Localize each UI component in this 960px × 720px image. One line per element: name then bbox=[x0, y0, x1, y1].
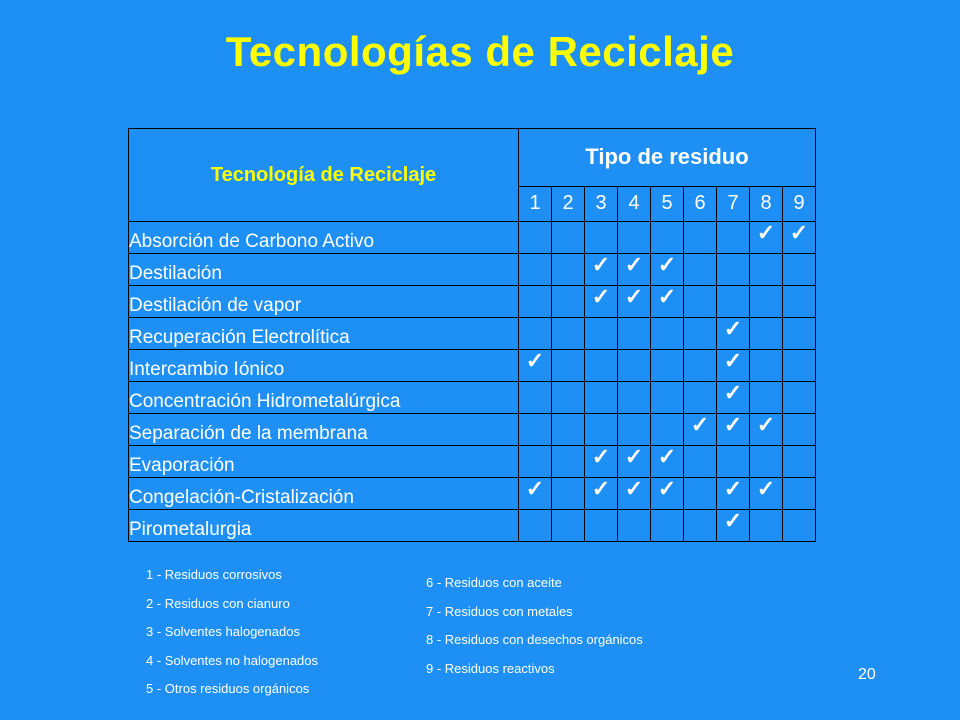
table-cell bbox=[519, 382, 552, 414]
checkmark-icon: ✓ bbox=[525, 348, 545, 373]
table-cell bbox=[552, 350, 585, 382]
table-cell bbox=[717, 414, 750, 446]
table-cell bbox=[585, 414, 618, 446]
technology-name: Concentración Hidrometalúrgica bbox=[129, 382, 519, 414]
technology-name: Separación de la membrana bbox=[129, 414, 519, 446]
table-cell bbox=[552, 254, 585, 286]
table-cell bbox=[750, 478, 783, 510]
table-cell bbox=[717, 222, 750, 254]
table-cell bbox=[783, 446, 816, 478]
table-cell bbox=[684, 414, 717, 446]
table-cell bbox=[717, 382, 750, 414]
legend-item: 2 - Residuos con cianuro bbox=[146, 595, 290, 611]
table-cell bbox=[750, 350, 783, 382]
checkmark-icon: ✓ bbox=[591, 476, 611, 501]
table-cell bbox=[783, 478, 816, 510]
table-cell bbox=[717, 350, 750, 382]
table-cell bbox=[618, 254, 651, 286]
checkmark-icon: ✓ bbox=[624, 284, 644, 309]
recycling-technology-table bbox=[128, 128, 816, 542]
checkmark-icon: ✓ bbox=[525, 476, 545, 501]
table-cell bbox=[651, 286, 684, 318]
table-cell bbox=[651, 446, 684, 478]
table-cell bbox=[585, 510, 618, 542]
checkmark-icon: ✓ bbox=[657, 444, 677, 469]
table-row bbox=[129, 286, 816, 318]
legend-item: 4 - Solventes no halogenados bbox=[146, 652, 319, 668]
checkmark-icon: ✓ bbox=[591, 252, 611, 277]
waste-type-number: 9 bbox=[783, 186, 816, 221]
legend-right bbox=[426, 574, 643, 688]
table-row bbox=[129, 350, 816, 382]
waste-type-number: 5 bbox=[651, 186, 684, 221]
legend-item: 7 - Residuos con metales bbox=[426, 603, 573, 619]
table-cell bbox=[519, 318, 552, 350]
waste-type-number: 1 bbox=[519, 186, 552, 221]
legend-item: 9 - Residuos reactivos bbox=[426, 660, 555, 676]
table-cell bbox=[519, 350, 552, 382]
table-cell bbox=[684, 286, 717, 318]
table-cell bbox=[651, 478, 684, 510]
table-cell bbox=[783, 382, 816, 414]
table-cell bbox=[519, 286, 552, 318]
checkmark-icon: ✓ bbox=[756, 476, 776, 501]
table-body bbox=[129, 222, 816, 542]
waste-type-number: 7 bbox=[717, 186, 750, 221]
table-cell bbox=[783, 286, 816, 318]
table-cell bbox=[783, 318, 816, 350]
table-cell bbox=[585, 350, 618, 382]
table-cell bbox=[585, 382, 618, 414]
table-cell bbox=[519, 254, 552, 286]
waste-type-number: 3 bbox=[585, 186, 618, 221]
table-cell bbox=[519, 478, 552, 510]
table-cell bbox=[618, 318, 651, 350]
table-cell bbox=[750, 382, 783, 414]
table-cell bbox=[618, 478, 651, 510]
page-number: 20 bbox=[858, 666, 876, 683]
checkmark-icon: ✓ bbox=[657, 476, 677, 501]
table-cell bbox=[552, 446, 585, 478]
table-cell bbox=[717, 286, 750, 318]
technology-name: Destilación bbox=[129, 254, 519, 286]
table-cell bbox=[750, 510, 783, 542]
technology-name: Recuperación Electrolítica bbox=[129, 318, 519, 350]
table-cell bbox=[684, 510, 717, 542]
legend-item: 3 - Solventes halogenados bbox=[146, 624, 300, 639]
table-cell bbox=[585, 254, 618, 286]
technology-name: Absorción de Carbono Activo bbox=[129, 222, 519, 254]
legend-left bbox=[146, 566, 318, 709]
technology-name: Intercambio Iónico bbox=[129, 350, 519, 382]
table-cell bbox=[783, 414, 816, 446]
table-cell bbox=[750, 318, 783, 350]
table-cell bbox=[750, 414, 783, 446]
table-cell bbox=[618, 382, 651, 414]
table-cell bbox=[585, 222, 618, 254]
table-cell bbox=[519, 414, 552, 446]
table-cell bbox=[585, 446, 618, 478]
checkmark-icon: ✓ bbox=[723, 476, 743, 501]
legend-item: 1 - Residuos corrosivos bbox=[146, 567, 282, 582]
checkmark-icon: ✓ bbox=[756, 412, 776, 437]
table-cell bbox=[651, 254, 684, 286]
checkmark-icon: ✓ bbox=[723, 508, 743, 533]
table-cell bbox=[651, 222, 684, 254]
table-cell bbox=[750, 254, 783, 286]
waste-type-number: 6 bbox=[684, 186, 717, 221]
table-row bbox=[129, 510, 816, 542]
checkmark-icon: ✓ bbox=[624, 252, 644, 277]
table-cell bbox=[684, 254, 717, 286]
table-cell bbox=[684, 350, 717, 382]
table-cell bbox=[651, 414, 684, 446]
table-row bbox=[129, 478, 816, 510]
technology-name: Pirometalurgia bbox=[129, 510, 519, 542]
table-cell bbox=[618, 510, 651, 542]
checkmark-icon: ✓ bbox=[723, 316, 743, 341]
table-cell bbox=[783, 510, 816, 542]
legend-item: 6 - Residuos con aceite bbox=[426, 575, 562, 590]
checkmark-icon: ✓ bbox=[657, 284, 677, 309]
checkmark-icon: ✓ bbox=[723, 380, 743, 405]
table-cell bbox=[618, 222, 651, 254]
table-cell bbox=[585, 318, 618, 350]
legend-item: 8 - Residuos con desechos orgánicos bbox=[426, 632, 643, 647]
slide-title: Tecnologías de Reciclaje bbox=[225, 28, 735, 75]
checkmark-icon: ✓ bbox=[657, 252, 677, 277]
checkmark-icon: ✓ bbox=[789, 220, 809, 245]
table-cell bbox=[750, 286, 783, 318]
table-cell bbox=[684, 382, 717, 414]
table-cell bbox=[684, 478, 717, 510]
table-cell bbox=[552, 222, 585, 254]
table-cell bbox=[552, 318, 585, 350]
table-row bbox=[129, 318, 816, 350]
table-cell bbox=[783, 350, 816, 382]
table-row bbox=[129, 254, 816, 286]
table-header-row bbox=[129, 129, 816, 187]
table-row bbox=[129, 414, 816, 446]
table-cell bbox=[618, 286, 651, 318]
checkmark-icon: ✓ bbox=[723, 412, 743, 437]
table-cell bbox=[684, 318, 717, 350]
waste-type-number: 2 bbox=[552, 186, 585, 221]
table-cell bbox=[717, 510, 750, 542]
table-cell bbox=[651, 318, 684, 350]
checkmark-icon: ✓ bbox=[624, 444, 644, 469]
table-cell bbox=[618, 446, 651, 478]
table-cell bbox=[783, 222, 816, 254]
table-cell bbox=[717, 478, 750, 510]
technology-name: Destilación de vapor bbox=[129, 286, 519, 318]
table-cell bbox=[585, 478, 618, 510]
table-cell bbox=[651, 510, 684, 542]
table-cell bbox=[651, 382, 684, 414]
table-cell bbox=[717, 318, 750, 350]
table-cell bbox=[651, 350, 684, 382]
table-cell bbox=[750, 222, 783, 254]
checkmark-icon: ✓ bbox=[756, 220, 776, 245]
waste-type-number: 4 bbox=[618, 186, 651, 221]
table-row bbox=[129, 382, 816, 414]
waste-type-header: Tipo de residuo bbox=[519, 129, 816, 187]
table-cell bbox=[783, 254, 816, 286]
table-row bbox=[129, 222, 816, 254]
checkmark-icon: ✓ bbox=[624, 476, 644, 501]
table-cell bbox=[684, 446, 717, 478]
table-cell bbox=[519, 222, 552, 254]
checkmark-icon: ✓ bbox=[723, 348, 743, 373]
table-cell bbox=[750, 446, 783, 478]
table-cell bbox=[585, 286, 618, 318]
technology-name: Congelación-Cristalización bbox=[129, 478, 519, 510]
table-cell bbox=[552, 286, 585, 318]
table-cell bbox=[519, 446, 552, 478]
table-cell bbox=[684, 222, 717, 254]
table-cell bbox=[717, 254, 750, 286]
table-cell bbox=[552, 382, 585, 414]
table-cell bbox=[552, 478, 585, 510]
table-cell bbox=[552, 414, 585, 446]
checkmark-icon: ✓ bbox=[591, 444, 611, 469]
table-cell bbox=[552, 510, 585, 542]
technology-name: Evaporación bbox=[129, 446, 519, 478]
table-row bbox=[129, 446, 816, 478]
table-cell bbox=[519, 510, 552, 542]
table-cell bbox=[717, 446, 750, 478]
technology-column-header: Tecnología de Reciclaje bbox=[129, 129, 519, 222]
waste-type-number: 8 bbox=[750, 186, 783, 221]
checkmark-icon: ✓ bbox=[591, 284, 611, 309]
checkmark-icon: ✓ bbox=[690, 412, 710, 437]
table-cell bbox=[618, 414, 651, 446]
legend-item: 5 - Otros residuos orgánicos bbox=[146, 681, 310, 696]
table-cell bbox=[618, 350, 651, 382]
